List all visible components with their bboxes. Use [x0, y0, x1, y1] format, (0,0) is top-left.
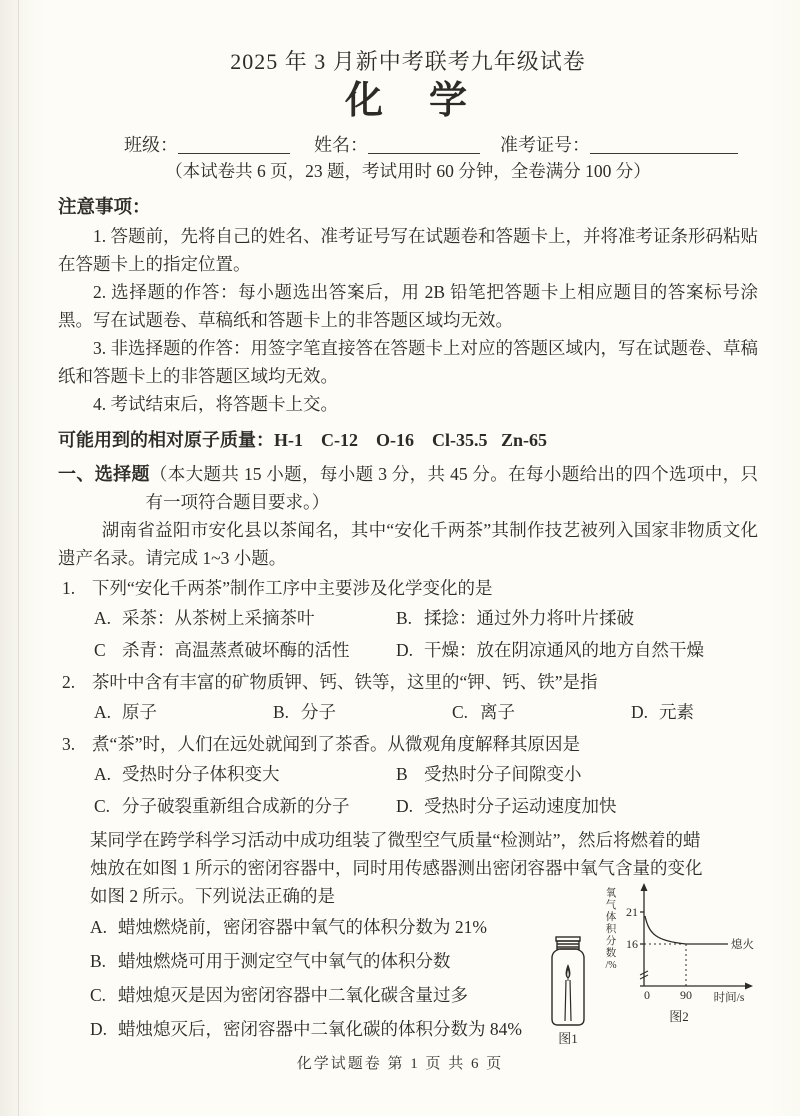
name-label: 姓名： [314, 135, 368, 155]
subject-title: 化 学 [344, 80, 471, 122]
section-1-heading-bold: 一、选择题 [58, 464, 150, 484]
question-3-option-d [396, 790, 617, 822]
option-label: D. [396, 796, 414, 816]
y-tick-21: 21 [626, 905, 638, 919]
figure-1 [538, 882, 598, 1047]
option-label: A. [94, 764, 112, 784]
question-4-option-c [90, 978, 532, 1012]
class-blank-field[interactable] [178, 136, 290, 154]
question-1 [58, 574, 758, 602]
question-4 [58, 826, 758, 1051]
atomic-mass-label: 可能用到的相对原子质量： [58, 430, 274, 450]
question-1-option-d [396, 634, 704, 666]
option-text: 受热时分子运动速度加快 [424, 796, 617, 816]
option-label: B. [90, 951, 107, 971]
question-1-option-b [396, 602, 634, 634]
question-4-option-b [90, 944, 532, 978]
option-text: 分子破裂重新组合成新的分子 [122, 796, 350, 816]
figure-2 [600, 882, 758, 1047]
exam-title: 2025 年 3 月新中考联考九年级试卷 [230, 49, 586, 74]
section-1-heading [58, 460, 758, 516]
option-label: A. [94, 702, 112, 722]
x-axis-label: 时间/s [713, 992, 745, 1004]
question-3-option-b [396, 758, 582, 790]
question-2-option-d [631, 696, 694, 728]
paper-meta: （本试卷共 6 页，23 题，考试用时 60 分钟，全卷满分 100 分） [165, 161, 651, 181]
option-text: 蜡烛燃烧前，密闭容器中氧气的体积分数为 21% [118, 917, 487, 937]
option-label: D. [396, 640, 414, 660]
question-1-option-c [94, 634, 396, 666]
y-axis-arrow-icon [641, 883, 648, 891]
option-text: 离子 [480, 702, 515, 722]
y-tick-16: 16 [626, 937, 638, 951]
question-4-stem-line-1: 某同学在跨学科学习活动中成功组装了微型空气质量“检测站”，然后将燃着的蜡 [90, 830, 701, 850]
figures-block [538, 882, 758, 1047]
notice-item-1: 1. 答题前，先将自己的姓名、准考证号写在试题卷和答题卡上，并将准考证条形码粘贴在答题卡上的指定位置。 [58, 226, 758, 274]
question-3 [58, 730, 758, 758]
y-axis-label-char: 氧 [605, 888, 617, 899]
notice-item-3: 3. 非选择题的作答：用签字笔直接答在答题卡上对应的答题区域内，写在试题卷、草稿纸和答题卡上的非答题区域均无效。 [58, 338, 758, 386]
question-3-option-a [94, 758, 396, 790]
notice-item-4: 4. 考试结束后，将答题卡上交。 [93, 394, 338, 414]
option-label: B. [396, 608, 413, 628]
question-1-stem: 下列“安化千两茶”制作工序中主要涉及化学变化的是 [92, 578, 493, 598]
question-3-option-c [94, 790, 396, 822]
question-1-number: 1. [62, 578, 76, 598]
option-text: 受热时分子体积变大 [122, 764, 280, 784]
x-axis-arrow-icon [745, 983, 753, 990]
option-text: 分子 [301, 702, 336, 722]
student-info-row [58, 132, 758, 158]
option-text: 蜡烛燃烧可用于测定空气中氧气的体积分数 [118, 951, 451, 971]
y-axis-label-char: 数 [605, 948, 617, 959]
oxygen-volume-graph [600, 882, 758, 1008]
question-2-options-row [58, 696, 758, 728]
option-text: 揉捻：通过外力将叶片揉破 [424, 608, 634, 628]
question-4-stem-line-2: 烛放在如图 1 所示的密闭容器中，同时用传感器测出密闭容器中氧气含量的变化 [90, 858, 703, 878]
atomic-mass-line [58, 426, 758, 454]
question-2 [58, 668, 758, 696]
question-2-number: 2. [62, 672, 76, 692]
option-text: 干燥：放在阴凉通风的地方自然干燥 [424, 640, 704, 660]
option-label: D. [90, 1019, 108, 1039]
question-2-option-a [94, 696, 273, 728]
figure-1-caption: 图1 [558, 1031, 578, 1046]
y-axis-label-char: 分 [605, 936, 617, 947]
question-1-options-row-2 [58, 634, 758, 666]
option-text: 受热时分子间隙变小 [424, 764, 582, 784]
option-text: 杀青：高温蒸煮破坏酶的活性 [122, 640, 350, 660]
question-2-option-b [273, 696, 452, 728]
page-footer: 化学试题卷 第 1 页 共 6 页 [296, 1056, 504, 1072]
option-text: 蜡烛熄灭后，密闭容器中二氧化碳的体积分数为 84% [118, 1019, 522, 1039]
y-axis-label-char: 气 [605, 900, 617, 911]
figure-2-caption: 图2 [669, 1009, 689, 1024]
option-label: D. [631, 702, 649, 722]
option-label: C. [452, 702, 469, 722]
name-blank-field[interactable] [368, 136, 480, 154]
question-1-options-row-1 [58, 602, 758, 634]
option-label: A. [94, 608, 112, 628]
atomic-mass-values: H-1 C-12 O-16 Cl-35.5 Zn-65 [274, 430, 547, 450]
y-axis-label-char: 体 [605, 912, 617, 923]
x-tick-0: 0 [644, 988, 650, 1002]
option-label: A. [90, 917, 108, 937]
option-label: B. [273, 702, 290, 722]
question-3-number: 3. [62, 734, 76, 754]
candle-bottle-figure [540, 934, 596, 1030]
question-4-option-d [90, 1012, 532, 1046]
y-axis-label-char: /% [605, 960, 617, 971]
option-text: 蜡烛熄灭是因为密闭容器中二氧化碳含量过多 [118, 985, 468, 1005]
option-text: 原子 [122, 702, 157, 722]
question-1-option-a [94, 602, 396, 634]
section-1-intro: 湖南省益阳市安化县以茶闻名，其中“安化千两茶”其制作技艺被列入国家非物质文化遗产名录。请完成 1~3 小题。 [58, 520, 758, 568]
option-label: C [94, 640, 106, 660]
option-label: C. [94, 796, 111, 816]
notice-item-2: 2. 选择题的作答：每小题选出答案后，用 2B 铅笔把答题卡上相应题目的答案标号涂黑。写在试题卷、草稿纸和答题卡上的非答题区域均无效。 [58, 282, 758, 330]
question-3-options-row-2 [58, 790, 758, 822]
x-tick-90: 90 [680, 988, 692, 1002]
class-label: 班级： [124, 135, 178, 155]
admission-blank-field[interactable] [590, 136, 738, 154]
option-label: B [396, 764, 408, 784]
section-1-heading-rest: （本大题共 15 小题，每小题 3 分，共 45 分。在每小题给出的四个选项中，只有一项符合题目要求。） [145, 464, 758, 512]
question-3-options-row-1 [58, 758, 758, 790]
option-label: C. [90, 985, 107, 1005]
question-4-stem-line-3: 如图 2 所示。下列说法正确的是 [90, 886, 335, 906]
option-text: 元素 [659, 702, 694, 722]
notice-title: 注意事项： [58, 198, 151, 218]
admission-label: 准考证号： [500, 135, 590, 155]
y-axis-label-char: 积 [605, 924, 617, 935]
question-4-option-a [90, 910, 532, 944]
question-3-stem: 煮“茶”时，人们在远处就闻到了茶香。从微观角度解释其原因是 [92, 734, 581, 754]
extinguish-annotation: 熄火 [731, 939, 754, 951]
question-2-option-c [452, 696, 631, 728]
question-2-stem: 茶叶中含有丰富的矿物质钾、钙、铁等，这里的“钾、钙、铁”是指 [92, 672, 598, 692]
option-text: 采茶：从茶树上采摘茶叶 [122, 608, 315, 628]
